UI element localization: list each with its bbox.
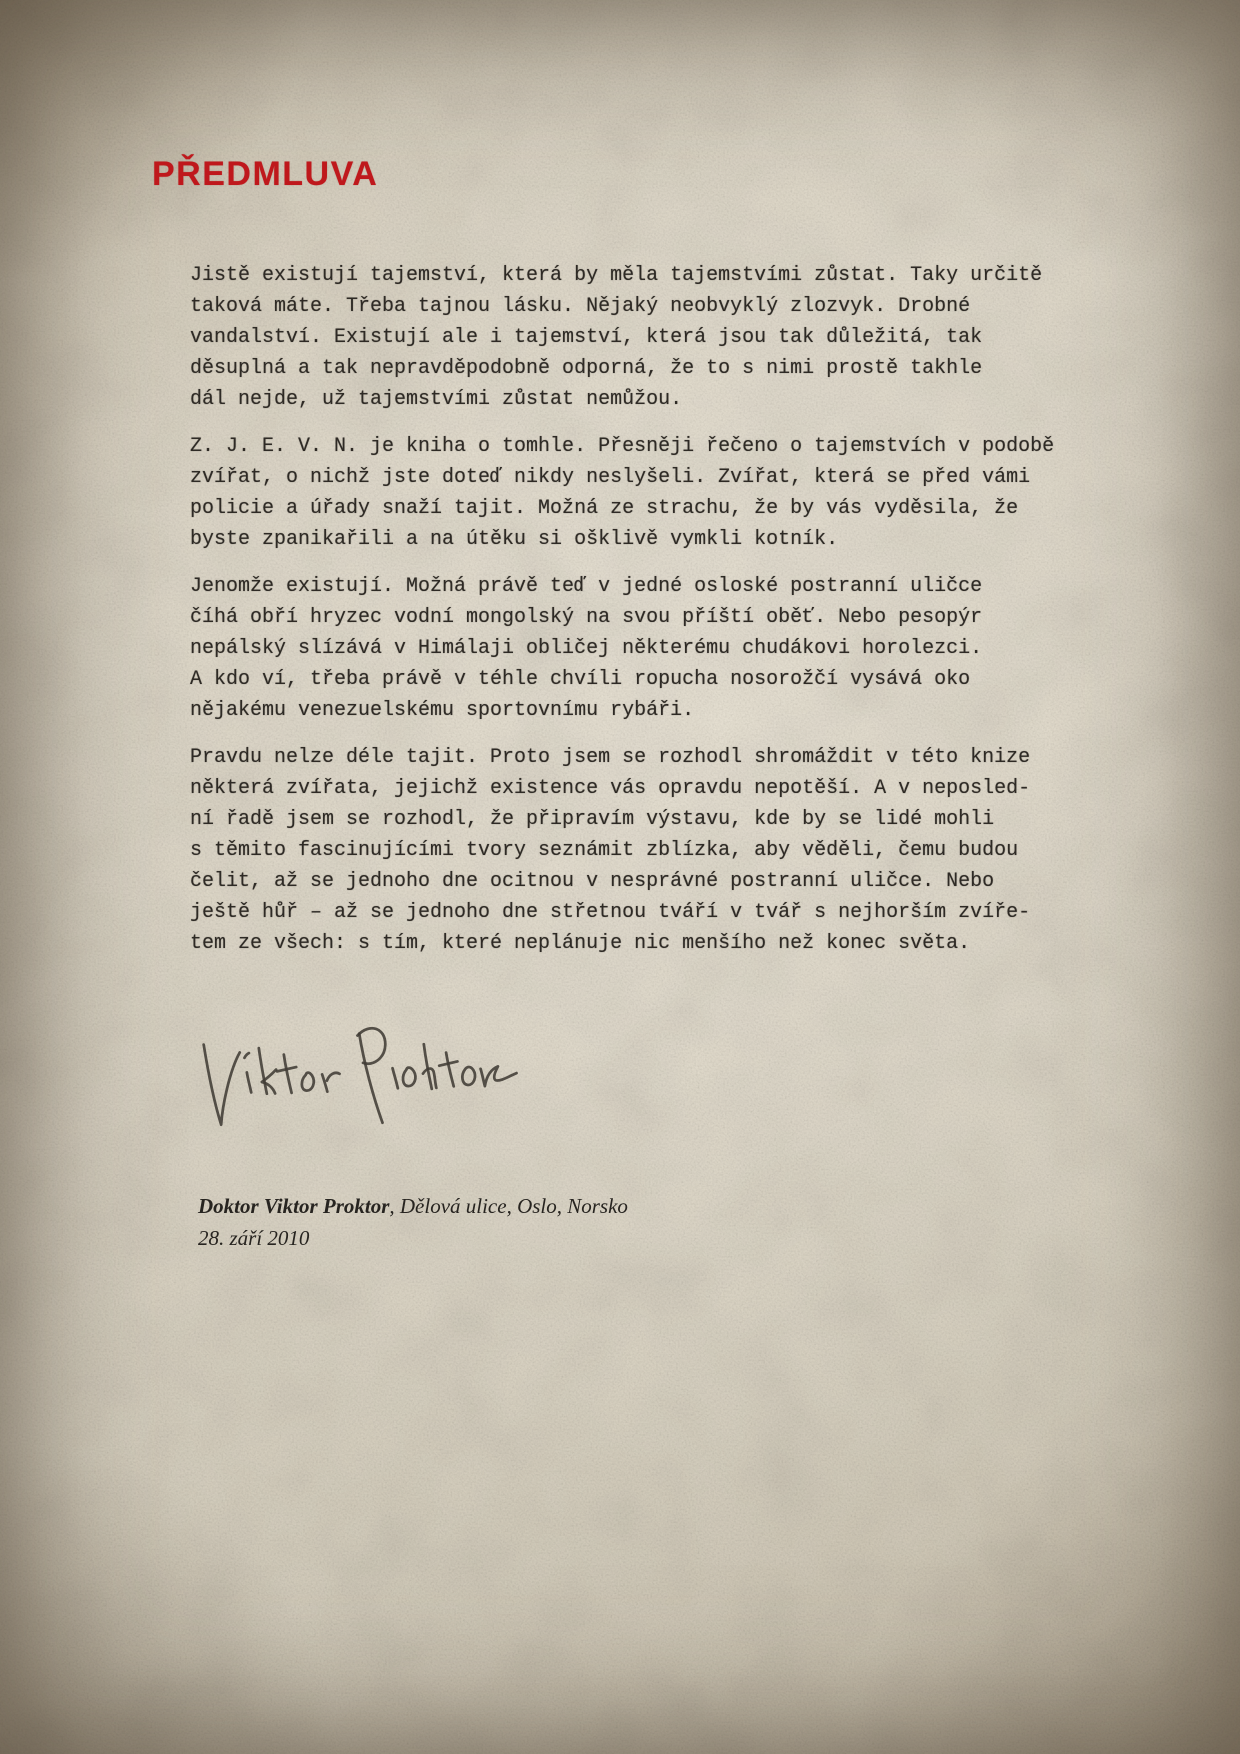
paragraph <box>190 431 1090 555</box>
attribution-date: 28. září 2010 <box>198 1226 310 1250</box>
text-line: byste zpanikařili a na útěku si ošklivě vymkli kotník. <box>190 528 839 551</box>
attribution-line <box>198 1190 958 1222</box>
text-line: ještě hůř – až se jednoho dne střetnou tváří v tvář s nejhorším zvíře- <box>190 901 1031 924</box>
text-line: číhá obří hryzec vodní mongolský na svou příští oběť. Nebo pesopýr <box>190 606 983 629</box>
paragraph <box>190 742 1090 959</box>
text-line: děsuplná a tak nepravděpodobně odporná, že to s nimi prostě takhle <box>190 357 983 380</box>
paragraph <box>190 571 1090 726</box>
text-line: nějakému venezuelskému sportovnímu rybáři. <box>190 699 695 722</box>
text-line: některá zvířata, jejichž existence vás opravdu nepotěší. A v neposled- <box>190 777 1031 800</box>
text-line: nepálský slízává v Himálaji obličej některému chudákovi horolezci. <box>190 637 983 660</box>
text-line: Jenomže existují. Možná právě teď v jedné osloské postranní uličce <box>190 575 983 598</box>
text-line: vandalství. Existují ale i tajemství, která jsou tak důležitá, tak <box>190 326 983 349</box>
attribution-block <box>198 1190 958 1254</box>
paragraph <box>190 260 1090 415</box>
text-line: ní řadě jsem se rozhodl, že připravím výstavu, kde by se lidé mohli <box>190 808 995 831</box>
text-line: Pravdu nelze déle tajit. Proto jsem se rozhodl shromáždit v této knize <box>190 746 1031 769</box>
text-line: Z. J. E. V. N. je kniha o tomhle. Přesněji řečeno o tajemstvích v podobě <box>190 435 1055 458</box>
text-line: zvířat, o nichž jste doteď nikdy neslyšeli. Zvířat, která se před vámi <box>190 466 1031 489</box>
signature-viktor-proktor <box>189 974 525 1175</box>
text-line: dál nejde, už tajemstvími zůstat nemůžou. <box>190 388 683 411</box>
page-title: PŘEDMLUVA <box>152 154 379 193</box>
text-line: tem ze všech: s tím, které neplánuje nic menšího než konec světa. <box>190 932 971 955</box>
text-line: A kdo ví, třeba právě v téhle chvíli ropucha nosorožčí vysává oko <box>190 668 971 691</box>
author-location: , Dělová ulice, Oslo, Norsko <box>389 1194 628 1218</box>
author-name: Doktor Viktor Proktor <box>198 1194 390 1218</box>
preface-text <box>190 260 1090 975</box>
text-line: čelit, až se jednoho dne ocitnou v nesprávné postranní uličce. Nebo <box>190 870 995 893</box>
text-line: policie a úřady snaží tajit. Možná ze strachu, že by vás vyděsila, že <box>190 497 1019 520</box>
text-line: taková máte. Třeba tajnou lásku. Nějaký neobvyklý zlozvyk. Drobné <box>190 295 971 318</box>
text-line: s těmito fascinujícími tvory seznámit zblízka, aby věděli, čemu budou <box>190 839 1019 862</box>
text-line: Jistě existují tajemství, která by měla tajemstvími zůstat. Taky určitě <box>190 264 1043 287</box>
